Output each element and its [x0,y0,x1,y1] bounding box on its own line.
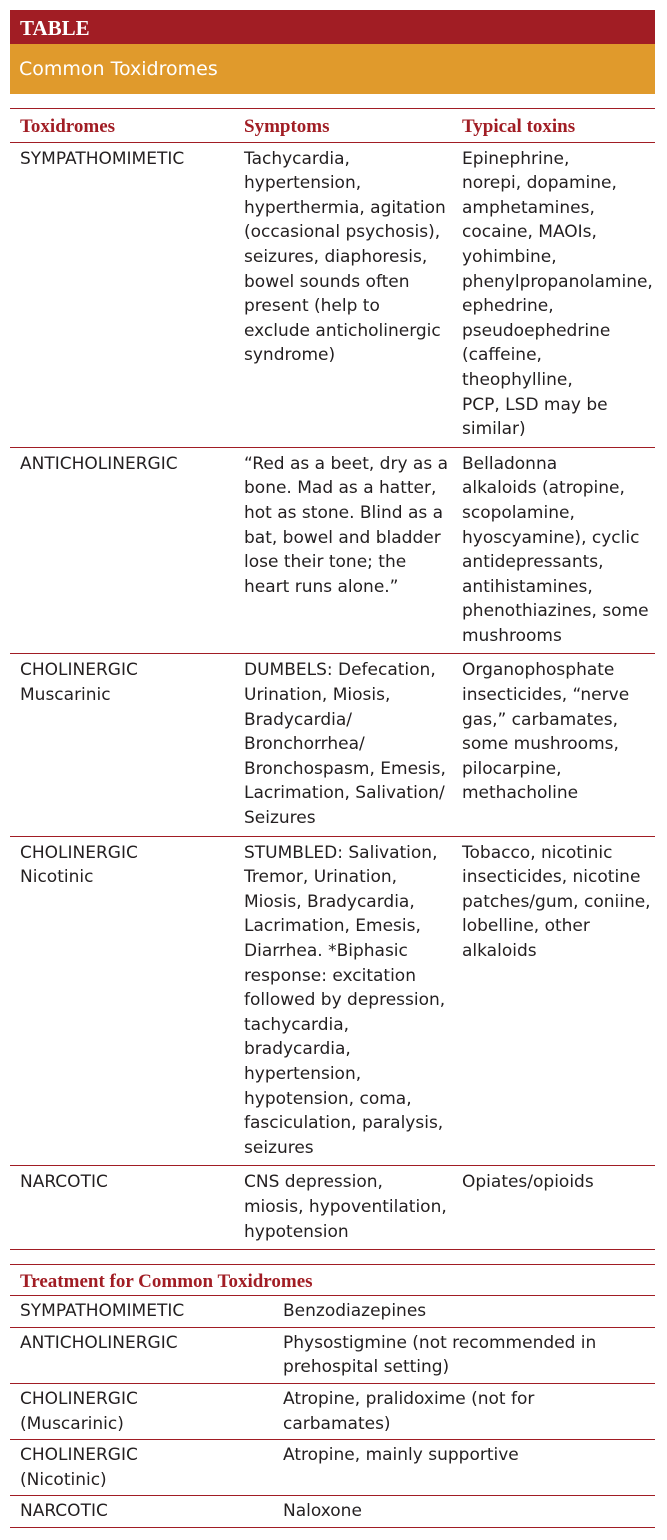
table-row [10,142,655,447]
treatment-cell: Physostigmine (not recommended in prehospital setting) [283,1327,655,1383]
column-header-symptoms: Symptoms [244,109,462,142]
toxins-cell: Opiates/opioids [462,1166,655,1250]
treatment-cell: Atropine, pralidoxime (not for carbamates) [283,1383,655,1439]
table-label: TABLE [10,10,655,44]
table-row [10,836,655,1166]
table-row [10,1496,655,1528]
column-header-toxidromes: Toxidromes [10,109,244,142]
table-row [10,1327,655,1383]
treatment-cell: Benzodiazepines [283,1296,655,1327]
table-row [10,654,655,836]
symptoms-cell: CNS depression, miosis, hypoventilation, hypotension [244,1166,462,1250]
toxidrome-cell: ANTICHOLINERGIC [10,447,244,654]
treatment-cell: Atropine, mainly supportive [283,1440,655,1496]
toxidrome-cell: ANTICHOLINERGIC [10,1327,283,1383]
table-row [10,1383,655,1439]
symptoms-cell: Tachycardia, hypertension, hyperthermia, agitation (occasional psychosis), seizures, diaphoresis, bowel sounds often present (help to exclude anticholinergic syndrome) [244,148,446,366]
toxidrome-cell: CHOLINERGIC Nicotinic [10,836,244,1166]
symptoms-cell: STUMBLED: Salivation, Tremor, Urination, Miosis, Bradycardia, Lacrimation, Emesis, Diarrhea. *Biphasic response: excitation followed by depression, tachycardia, bradycardia, hypertension, hypotension, coma, fasciculation, paralysis, seizures [244,836,462,1166]
table-row [10,447,655,654]
toxins-cell: Organophosphate insecticides, “nerve gas,” carbamates, some mushrooms, pilocarpine, methacholine [462,654,655,836]
table-row [10,1166,655,1250]
toxidrome-cell: CHOLINERGIC (Nicotinic) [10,1440,283,1496]
treatment-cell: Naloxone [283,1496,655,1528]
toxidrome-cell: NARCOTIC [10,1496,283,1528]
symptoms-cell: DUMBELS: Defecation, Urination, Miosis, Bradycardia/ Bronchorrhea/ Bronchospasm, Emesis, Lacrimation, Salivation/ Seizures [244,654,462,836]
toxidromes-table-figure [10,10,655,1528]
column-header-typical-toxins: Typical toxins [462,109,655,142]
toxidrome-cell: SYMPATHOMIMETIC [10,1296,283,1327]
toxins-cell: Tobacco, nicotinic insecticides, nicotine patches/gum, coniine, lobelline, other alkaloids [462,836,655,1166]
treatment-table-caption: Treatment for Common Toxidromes [10,1265,655,1296]
divider [10,1250,655,1265]
treatment-table [10,1296,655,1528]
toxidrome-cell: CHOLINERGIC Muscarinic [10,654,244,836]
toxidrome-cell: SYMPATHOMIMETIC [20,148,185,169]
table-header-row [10,109,655,142]
toxidrome-cell: NARCOTIC [10,1166,244,1250]
symptoms-cell: “Red as a beet, dry as a bone. Mad as a hatter, hot as stone. Blind as a bat, bowel and bladder lose their tone; the heart runs alone.” [244,447,462,654]
toxins-cell: Epinephrine, norepi, dopamine, amphetamines, cocaine, MAOIs, yohimbine, phenylpropanolamine, ephedrine, pseudoephedrine (caffeine, theophylline, PCP, LSD may be similar) [462,148,653,440]
toxidromes-table [10,109,655,1250]
table-title: Common Toxidromes [10,44,655,94]
toxins-cell: Belladonna alkaloids (atropine, scopolamine, hyoscyamine), cyclic antidepressants, antihistamines, phenothiazines, some mushrooms [462,447,655,654]
table-row [10,1440,655,1496]
table-row [10,1296,655,1327]
toxidrome-cell: CHOLINERGIC (Muscarinic) [10,1383,283,1439]
